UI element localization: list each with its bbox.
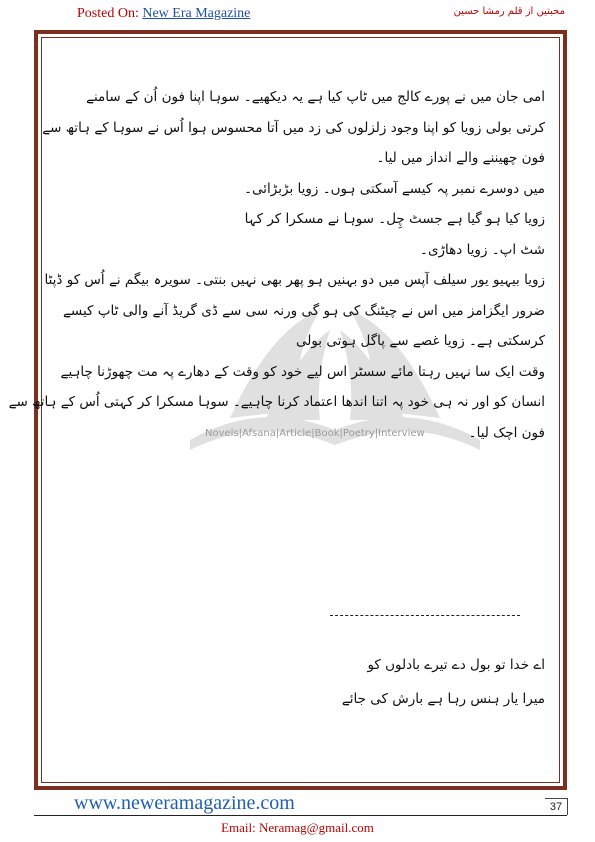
body-line: امی جان میں نے پورے کالج میں ٹاپ کیا ہے یہ دیکھیے۔ سوہا اپنا فون اُن کے سامنے bbox=[86, 89, 545, 105]
poem-verse bbox=[70, 648, 545, 716]
body-line: وقت ایک سا نہیں رہتا مائے سسٹر اس لیے خود کو وقت کے دھارے پہ مت چھوڑنا چاہیے bbox=[60, 363, 545, 380]
body-line: کرسکتی ہے۔ زویا غصے سے پاگل ہوتی بولی bbox=[295, 333, 545, 349]
body-line: فون اچک لیا۔ bbox=[468, 424, 545, 441]
footer-email[interactable]: Email: Neramag@gmail.com bbox=[221, 820, 374, 835]
body-line: ضرور ایگزامز میں اس نے چیٹنگ کی ہو گی ورنہ سی سے ڈی گریڈ آنے والی ٹاپ کیسے bbox=[63, 302, 545, 319]
section-divider bbox=[330, 615, 520, 616]
body-line: میں دوسرے نمبر پہ کیسے آسکتی ہوں۔ زویا بڑبڑائی۔ bbox=[244, 180, 545, 197]
page-number: 37 bbox=[545, 798, 568, 815]
watermark-text: Novels|Afsana|Article|Book|Poetry|Interview bbox=[205, 428, 425, 439]
posted-on-header bbox=[77, 6, 250, 22]
body-line: فون چھیننے والے انداز میں لیا۔ bbox=[376, 150, 545, 166]
body-line: زویا بیہیو یور سیلف آپس میں دو بہنیں ہو پھر بھی نہیں بنتی۔ سویرہ بیگم نے اُس کو ڈپٹا bbox=[44, 272, 545, 288]
poem-line: اے خدا تو بول دے تیرے بادلوں کو bbox=[367, 657, 545, 673]
poem-line: میرا یار ہنس رہا ہے بارش کی جائے bbox=[341, 691, 545, 707]
posted-on-label: Posted On: bbox=[77, 6, 139, 21]
body-line: شٹ اپ۔ زویا دھاڑی۔ bbox=[420, 241, 545, 258]
body-line: کرتی بولی زویا کو اپنا وجود زلزلوں کی زد میں آتا محسوس ہوا اُس نے سوہا کے ہاتھ سے bbox=[42, 119, 545, 136]
footer-rule bbox=[34, 815, 567, 816]
body-line: انسان کو اور نہ ہی خود پہ اتنا اندھا اعتماد کرنا چاہیے۔ سوہا مسکرا کر کہتی اُس کے ہاتھ سے bbox=[8, 394, 545, 410]
magazine-link[interactable]: New Era Magazine bbox=[142, 6, 251, 21]
story-body bbox=[8, 82, 545, 448]
novel-credit: محبتیں از قلم رمشا حسین bbox=[453, 6, 565, 17]
body-line: زویا کیا ہو گیا ہے جسٹ چِل۔ سوہا نے مسکرا کر کہا bbox=[244, 211, 545, 227]
website-link[interactable]: www.neweramagazine.com bbox=[74, 792, 295, 814]
